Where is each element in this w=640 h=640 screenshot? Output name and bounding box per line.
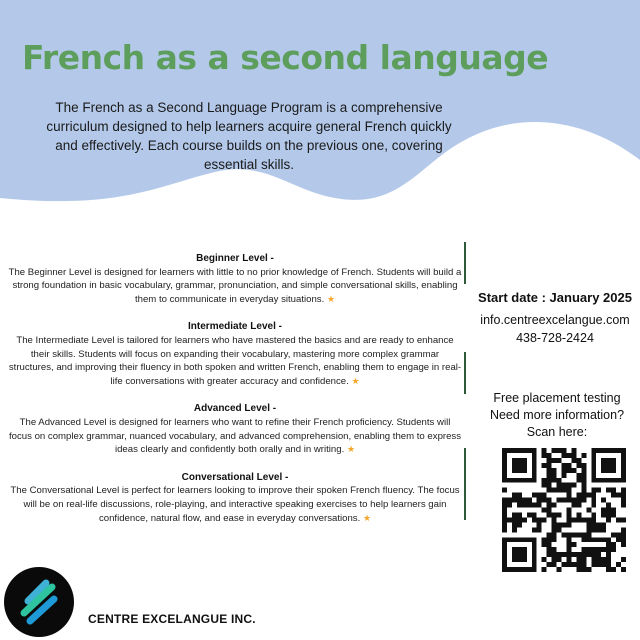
divider-line <box>464 448 466 520</box>
placement-testing-text: Free placement testing <box>493 391 621 405</box>
scan-here-text: Scan here: <box>526 425 588 439</box>
level-advanced <box>8 402 462 456</box>
level-title: Conversational Level - <box>181 471 289 483</box>
email-text: info.centreexcelangue.com <box>480 313 630 327</box>
start-date: Start date : January 2025 <box>478 290 632 305</box>
company-logo <box>4 567 74 637</box>
phone-text: 438-728-2424 <box>516 331 594 345</box>
more-info-text: Need more information? <box>489 408 625 422</box>
levels-list <box>8 252 462 539</box>
divider-line <box>464 352 466 394</box>
star-icon: ★ <box>351 375 360 386</box>
level-conversational <box>8 471 462 525</box>
page-title: French as a second language <box>22 38 549 77</box>
qr-code[interactable] <box>502 448 626 572</box>
divider-line <box>464 242 466 284</box>
level-intermediate <box>8 320 462 388</box>
qr-info <box>474 390 640 441</box>
level-description: The Advanced Level is designed for learners who want to refine their French proficiency. Students will focus on complex grammar, nuanced vocabulary, and advanced comprehension, enabling them to express ideas clearly and confidently both orally and in writing. <box>8 416 462 456</box>
level-description: The Intermediate Level is tailored for learners who have mastered the basics and are ready to enhance their skills. Students will focus on expanding their vocabulary, mastering more complex grammar structures, and improving their fluency in both spoken and written French, enabling them to engage in real-life conversations with greater accuracy and confidence. <box>8 334 462 387</box>
level-description: The Conversational Level is perfect for learners looking to improve their spoken French fluency. The focus will be on real-life discussions, role-playing, and interactive speaking exercises to help learners gain confidence, natural flow, and ease in everyday conversations. <box>10 485 460 524</box>
company-name: CENTRE EXCELANGUE INC. <box>88 612 256 626</box>
level-beginner <box>8 252 462 306</box>
contact-panel <box>470 290 640 345</box>
level-description: The Beginner Level is designed for learners with little to no prior knowledge of French. Students will build a strong foundation in basic vocabulary, grammar, pronunciation, and simple conversational skills, enabling them to communicate in everyday situations. <box>8 266 462 305</box>
star-icon: ★ <box>362 512 372 523</box>
star-icon: ★ <box>346 444 356 455</box>
level-title: Intermediate Level - <box>188 321 282 333</box>
level-title: Advanced Level - <box>193 403 277 415</box>
star-icon: ★ <box>326 293 336 304</box>
program-intro: The French as a Second Language Program is a comprehensive curriculum designed to help learners acquire general French quickly and effectively. Each course builds on the previous one, covering essential skills. <box>46 100 452 172</box>
logo-stripes-icon <box>4 567 74 637</box>
level-title: Beginner Level - <box>196 253 274 264</box>
